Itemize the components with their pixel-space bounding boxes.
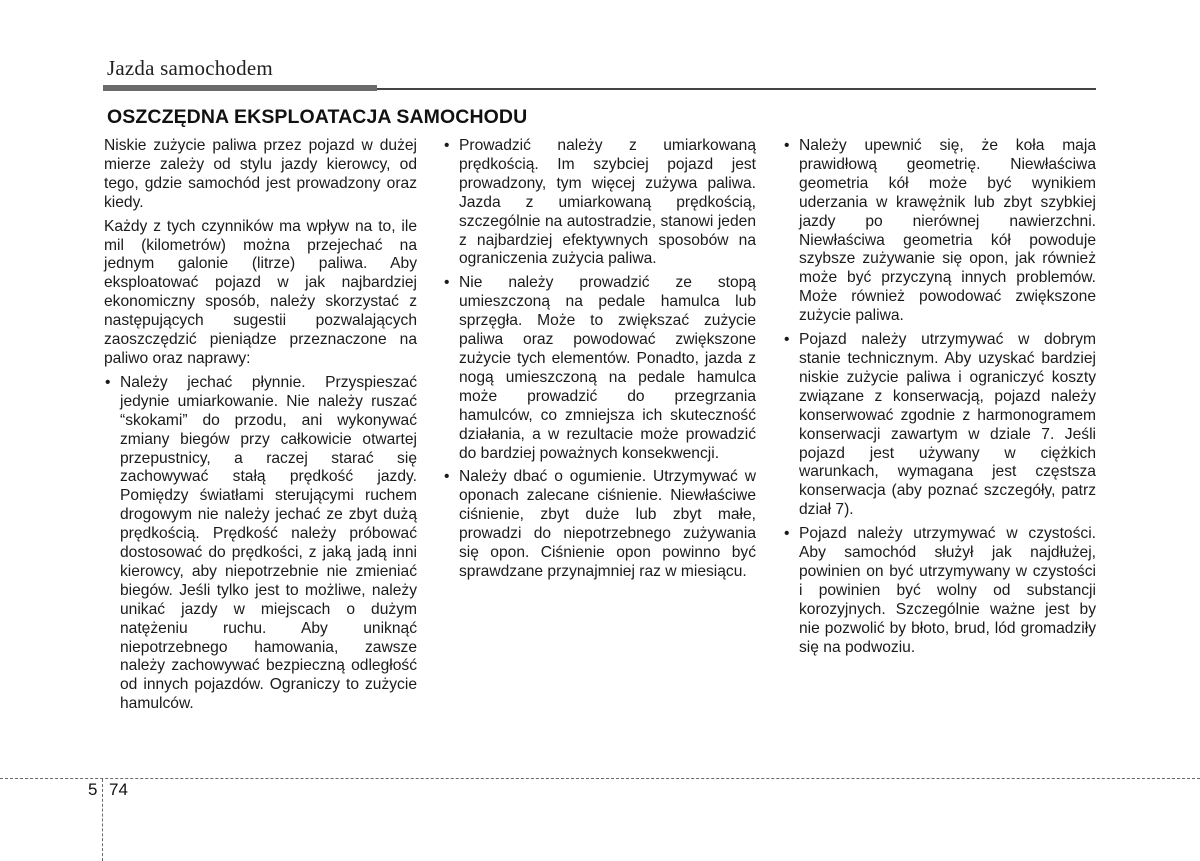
paragraph: Każdy z tych czynników ma wpływ na to, ile mil (kilometrów) można przejechać na jednym galonie (litrze) paliwa. Aby eksploatować pojazd w jak najbardziej ekonomiczny sposób, należy skorzystać z następujących sugestii pozwalających zaoszczędzić pieniądze przeznaczone na paliwo oraz naprawy: bbox=[104, 217, 417, 367]
list-item-text: Należy jechać płynnie. Przyspieszać jedynie umiarkowanie. Nie należy ruszać “skokami” do przodu, ani wykonywać zmiany biegów przy całkowicie otwartej przepustnicy, a raczej starać się zachowywać stałą prędkość jazdy. Pomiędzy światłami sterującymi ruchem drogowym nie należy jechać ze zbyt dużą prędkością. Prędkość należy próbować dostosować do prędkości, z jaką jadą inni kierowcy, aby niepotrzebnie nie zmieniać biegów. Jeśli tylko jest to możliwe, należy unikać jazdy w miejscach o dużym natężeniu ruchu. Aby uniknąć niepotrzebnego hamowania, zawsze należy zachowywać bezpieczną odległość od innych pojazdów. Ograniczy to zużycie hamulców. bbox=[120, 373, 417, 713]
bullet-list bbox=[783, 137, 1096, 657]
section-heading: OSZCZĘDNA EKSPLOATACJA SAMOCHODU bbox=[107, 106, 528, 128]
bullet-list bbox=[443, 137, 756, 582]
footer-vertical-divider bbox=[102, 779, 103, 861]
text-column-2 bbox=[443, 137, 756, 587]
bullet-icon: • bbox=[444, 137, 450, 154]
bullet-icon: • bbox=[784, 331, 790, 349]
list-item bbox=[783, 137, 1096, 326]
list-item-text: Należy dbać o ogumienie. Utrzymywać w oponach zalecane ciśnienie. Niewłaściwe ciśnienie, zbyt duże lub zbyt małe, prowadzi do niepotrzebnego zużywania się opon. Ciśnienie opon powinno być sprawdzane przynajmniej raz w miesiącu. bbox=[459, 468, 756, 580]
bullet-list bbox=[104, 374, 417, 714]
list-item-text: Nie należy prowadzić ze stopą umieszczoną na pedale hamulca lub sprzęgła. Może to zwiększać zużycie paliwa oraz powodować zwiększone zużycie tych elementów. Ponadto, jazda z nogą umieszczoną na pedale hamulca może prowadzić do przegrzania hamulców, co zmniejsza ich skuteczność działania, a w rezultacie może prowadzić do bardziej poważnych konsekwencji. bbox=[459, 274, 756, 462]
section-number: 5 bbox=[88, 780, 98, 799]
list-item-text: Należy upewnić się, że koła maja prawidłową geometrię. Niewłaściwa geometria kół może być wynikiem uderzania w krawężnik lub zbyt szybkiej jazdy po nierównej nawierzchni. Niewłaściwa geometria kół powoduje szybsze zużywanie się opon, jak również może być przyczyną innych problemów. Może również powodować zwiększone zużycie paliwa. bbox=[799, 137, 1096, 325]
list-item bbox=[443, 274, 756, 463]
bullet-icon: • bbox=[105, 373, 111, 391]
paragraph: Niskie zużycie paliwa przez pojazd w dużej mierze zależy od stylu jazdy kierowcy, od tego, gdzie samochód jest prowadzony oraz kiedy. bbox=[104, 137, 417, 211]
list-item-text: Prowadzić należy z umiarkowaną prędkością. Im szybciej pojazd jest prowadzony, tym więcej zużywa paliwa. Jazda z umiarkowaną prędkością, szczególnie na autostradzie, stanowi jeden z najbardziej efektywnych sposobów na ograniczenia zużycia paliwa. bbox=[459, 137, 756, 268]
bullet-icon: • bbox=[444, 468, 450, 486]
text-column-3 bbox=[783, 137, 1096, 662]
list-item bbox=[443, 137, 756, 269]
list-item bbox=[783, 525, 1096, 657]
list-item bbox=[104, 374, 417, 714]
bullet-icon: • bbox=[784, 525, 790, 543]
footer-divider bbox=[0, 778, 1200, 779]
bullet-icon: • bbox=[444, 274, 450, 292]
page-header-title: Jazda samochodem bbox=[107, 56, 273, 80]
list-item-text: Pojazd należy utrzymywać w czystości. Aby samochód służył jak najdłużej, powinien on być utrzymywany w czystości i powinien być wolny od substancji korozyjnych. Szczególnie ważne jest by nie pozwolić by błoto, brud, lód gromadziły się na podwoziu. bbox=[799, 525, 1096, 656]
list-item-text: Pojazd należy utrzymywać w dobrym stanie technicznym. Aby uzyskać bardziej niskie zużycie paliwa i ograniczyć koszty związane z konserwacją, pojazd należy konserwować zgodnie z harmonogramem konserwacji zawartym w dziale 7. Jeśli pojazd jest używany w ciężkich warunkach, wymagana jest częstsza konserwacja (aby poznać szczegóły, patrz dział 7). bbox=[799, 331, 1096, 519]
list-item bbox=[783, 331, 1096, 520]
bullet-icon: • bbox=[784, 137, 790, 154]
header-rule-thick bbox=[103, 85, 377, 91]
list-item bbox=[443, 468, 756, 581]
page-number: 74 bbox=[109, 780, 128, 799]
header-rule-thin bbox=[377, 88, 1096, 90]
text-column-1 bbox=[104, 137, 417, 719]
